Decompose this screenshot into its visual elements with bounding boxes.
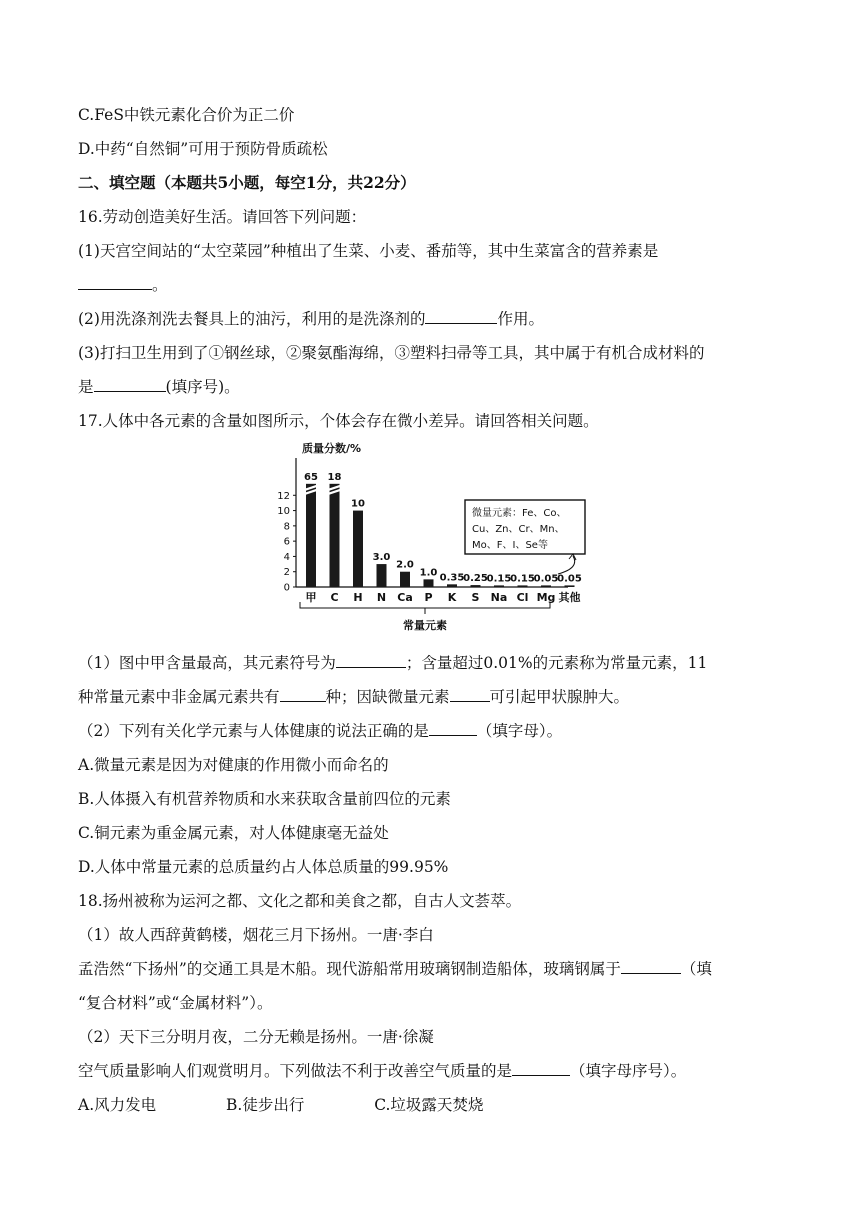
question-17-1: （1）图中甲含量最高，其元素符号为 ；含量超过0.01%的元素称为常量元素，11 xyxy=(78,654,708,672)
y-tick-label: 2 xyxy=(283,567,290,579)
answer-blank[interactable] xyxy=(621,958,681,974)
callout-line: Cu、Zn、Cr、Mn、 xyxy=(472,524,565,535)
category-label: 甲 xyxy=(305,591,317,604)
option-a-wind: A.风力发电 xyxy=(78,1096,157,1114)
callout-line: Mo、F、I、Se等 xyxy=(472,540,548,551)
question-17-1-cont: 种常量元素中非金属元素共有 种；因缺微量元素 可引起甲状腺肿大。 xyxy=(78,688,630,706)
bar-Ca xyxy=(400,572,410,587)
question-18-stem: 18.扬州被称为运河之都、文化之都和美食之都，自古人文荟萃。 xyxy=(78,892,522,910)
value-label: 10 xyxy=(351,498,365,510)
poem-1: （1）故人西辞黄鹤楼，烟花三月下扬州。一唐·李白 xyxy=(78,926,434,944)
category-label: Mg xyxy=(536,591,556,604)
callout-arrowhead xyxy=(569,554,576,560)
bracket-label: 常量元素 xyxy=(403,619,447,632)
option-b: B.人体摄入有机营养物质和水来获取含量前四位的元素 xyxy=(78,790,451,808)
question-18-1: 孟浩然“下扬州”的交通工具是木船。现代游船常用玻璃钢制造船体，玻璃钢属于 （填 xyxy=(78,960,712,978)
bar-Mg xyxy=(541,585,551,587)
value-label: 0.05 xyxy=(533,573,559,585)
question-18-2: 空气质量影响人们观赏明月。下列做法不利于改善空气质量的是 （填字母序号）。 xyxy=(78,1062,687,1080)
value-label: 18 xyxy=(327,471,342,483)
category-label: 其他 xyxy=(558,591,581,604)
bar-Na xyxy=(494,585,504,587)
category-label: C xyxy=(330,591,339,604)
bar-Cl xyxy=(518,585,528,587)
bar-H xyxy=(353,511,363,587)
bar-C xyxy=(330,484,340,587)
callout-arrow xyxy=(558,556,575,574)
category-label: Na xyxy=(490,591,508,604)
value-label: 0.15 xyxy=(510,573,535,585)
option-c-burn: C.垃圾露天焚烧 xyxy=(374,1096,484,1114)
question-18-1-cont: “复合材料”或“金属材料”）。 xyxy=(78,994,273,1012)
value-label: 2.0 xyxy=(396,559,414,571)
question-16-3: (3)打扫卫生用到了①钢丝球，②聚氨酯海绵，③塑料扫帚等工具，其中属于有机合成材料的 xyxy=(78,344,705,362)
option-c: C.铜元素为重金属元素，对人体健康毫无益处 xyxy=(78,824,389,842)
category-label: Ca xyxy=(397,591,413,604)
option-b-walk: B.徒步出行 xyxy=(226,1096,305,1114)
category-label: N xyxy=(376,591,387,604)
question-16-1-cont: 。 xyxy=(78,274,168,296)
category-label: Cl xyxy=(516,591,529,604)
section-heading: 二、填空题（本题共5小题，每空1分，共22分） xyxy=(78,173,416,192)
y-tick-label: 8 xyxy=(283,521,290,533)
category-label: K xyxy=(447,591,457,604)
y-tick-label: 6 xyxy=(283,536,290,548)
answer-blank[interactable] xyxy=(425,308,497,324)
bar-P xyxy=(424,579,434,587)
question-16-stem: 16.劳动创造美好生活。请回答下列问题： xyxy=(78,208,367,226)
y-axis-label: 质量分数/% xyxy=(302,442,362,455)
option-a: A.微量元素是因为对健康的作用微小而命名的 xyxy=(78,756,389,774)
category-label: S xyxy=(471,591,480,604)
bar-K xyxy=(447,584,457,587)
value-label: 65 xyxy=(304,471,318,483)
bar-其他 xyxy=(565,585,575,587)
option-c-fes: C.FeS中铁元素化合价为正二价 xyxy=(78,106,295,124)
bar-N xyxy=(377,564,387,587)
y-tick-label: 12 xyxy=(277,490,290,502)
answer-blank[interactable] xyxy=(78,274,152,290)
y-tick-label: 4 xyxy=(283,551,290,563)
category-label: H xyxy=(353,591,363,604)
y-tick-label: 10 xyxy=(277,506,290,518)
answer-blank[interactable] xyxy=(94,376,166,392)
value-label: 0.05 xyxy=(557,573,582,585)
answer-blank[interactable] xyxy=(429,720,477,736)
value-label: 0.25 xyxy=(463,573,488,585)
value-label: 0.35 xyxy=(439,572,465,584)
poem-2: （2）天下三分明月夜，二分无赖是扬州。一唐·徐凝 xyxy=(78,1028,434,1046)
question-17-stem: 17.人体中各元素的含量如图所示，个体会存在微小差异。请回答相关问题。 xyxy=(78,412,599,430)
value-label: 0.15 xyxy=(486,573,512,585)
answer-blank[interactable] xyxy=(280,686,326,702)
answer-blank[interactable] xyxy=(336,652,406,668)
question-16-2: (2)用洗涤剂洗去餐具上的油污，利用的是洗涤剂的 作用。 xyxy=(78,310,544,328)
element-content-chart xyxy=(268,440,598,640)
category-label: P xyxy=(424,591,433,604)
question-16-3-cont: 是 (填序号)。 xyxy=(78,378,240,396)
callout-line: 微量元素：Fe、Co、 xyxy=(472,508,567,519)
bar-甲 xyxy=(306,484,316,587)
options-row xyxy=(78,1094,483,1116)
y-tick-label: 0 xyxy=(283,582,290,594)
value-label: 1.0 xyxy=(419,567,438,579)
answer-blank[interactable] xyxy=(512,1060,570,1076)
option-d-medicine: D.中药“自然铜”可用于预防骨质疏松 xyxy=(78,140,328,158)
option-d: D.人体中常量元素的总质量约占人体总质量的99.95% xyxy=(78,858,449,876)
question-16-1: (1)天宫空间站的“太空菜园”种植出了生菜、小麦、番茄等，其中生菜富含的营养素是 xyxy=(78,242,659,260)
bar-S xyxy=(471,585,481,587)
answer-blank[interactable] xyxy=(450,686,490,702)
question-17-2: （2）下列有关化学元素与人体健康的说法正确的是 （填字母）。 xyxy=(78,722,563,740)
value-label: 3.0 xyxy=(372,552,391,564)
